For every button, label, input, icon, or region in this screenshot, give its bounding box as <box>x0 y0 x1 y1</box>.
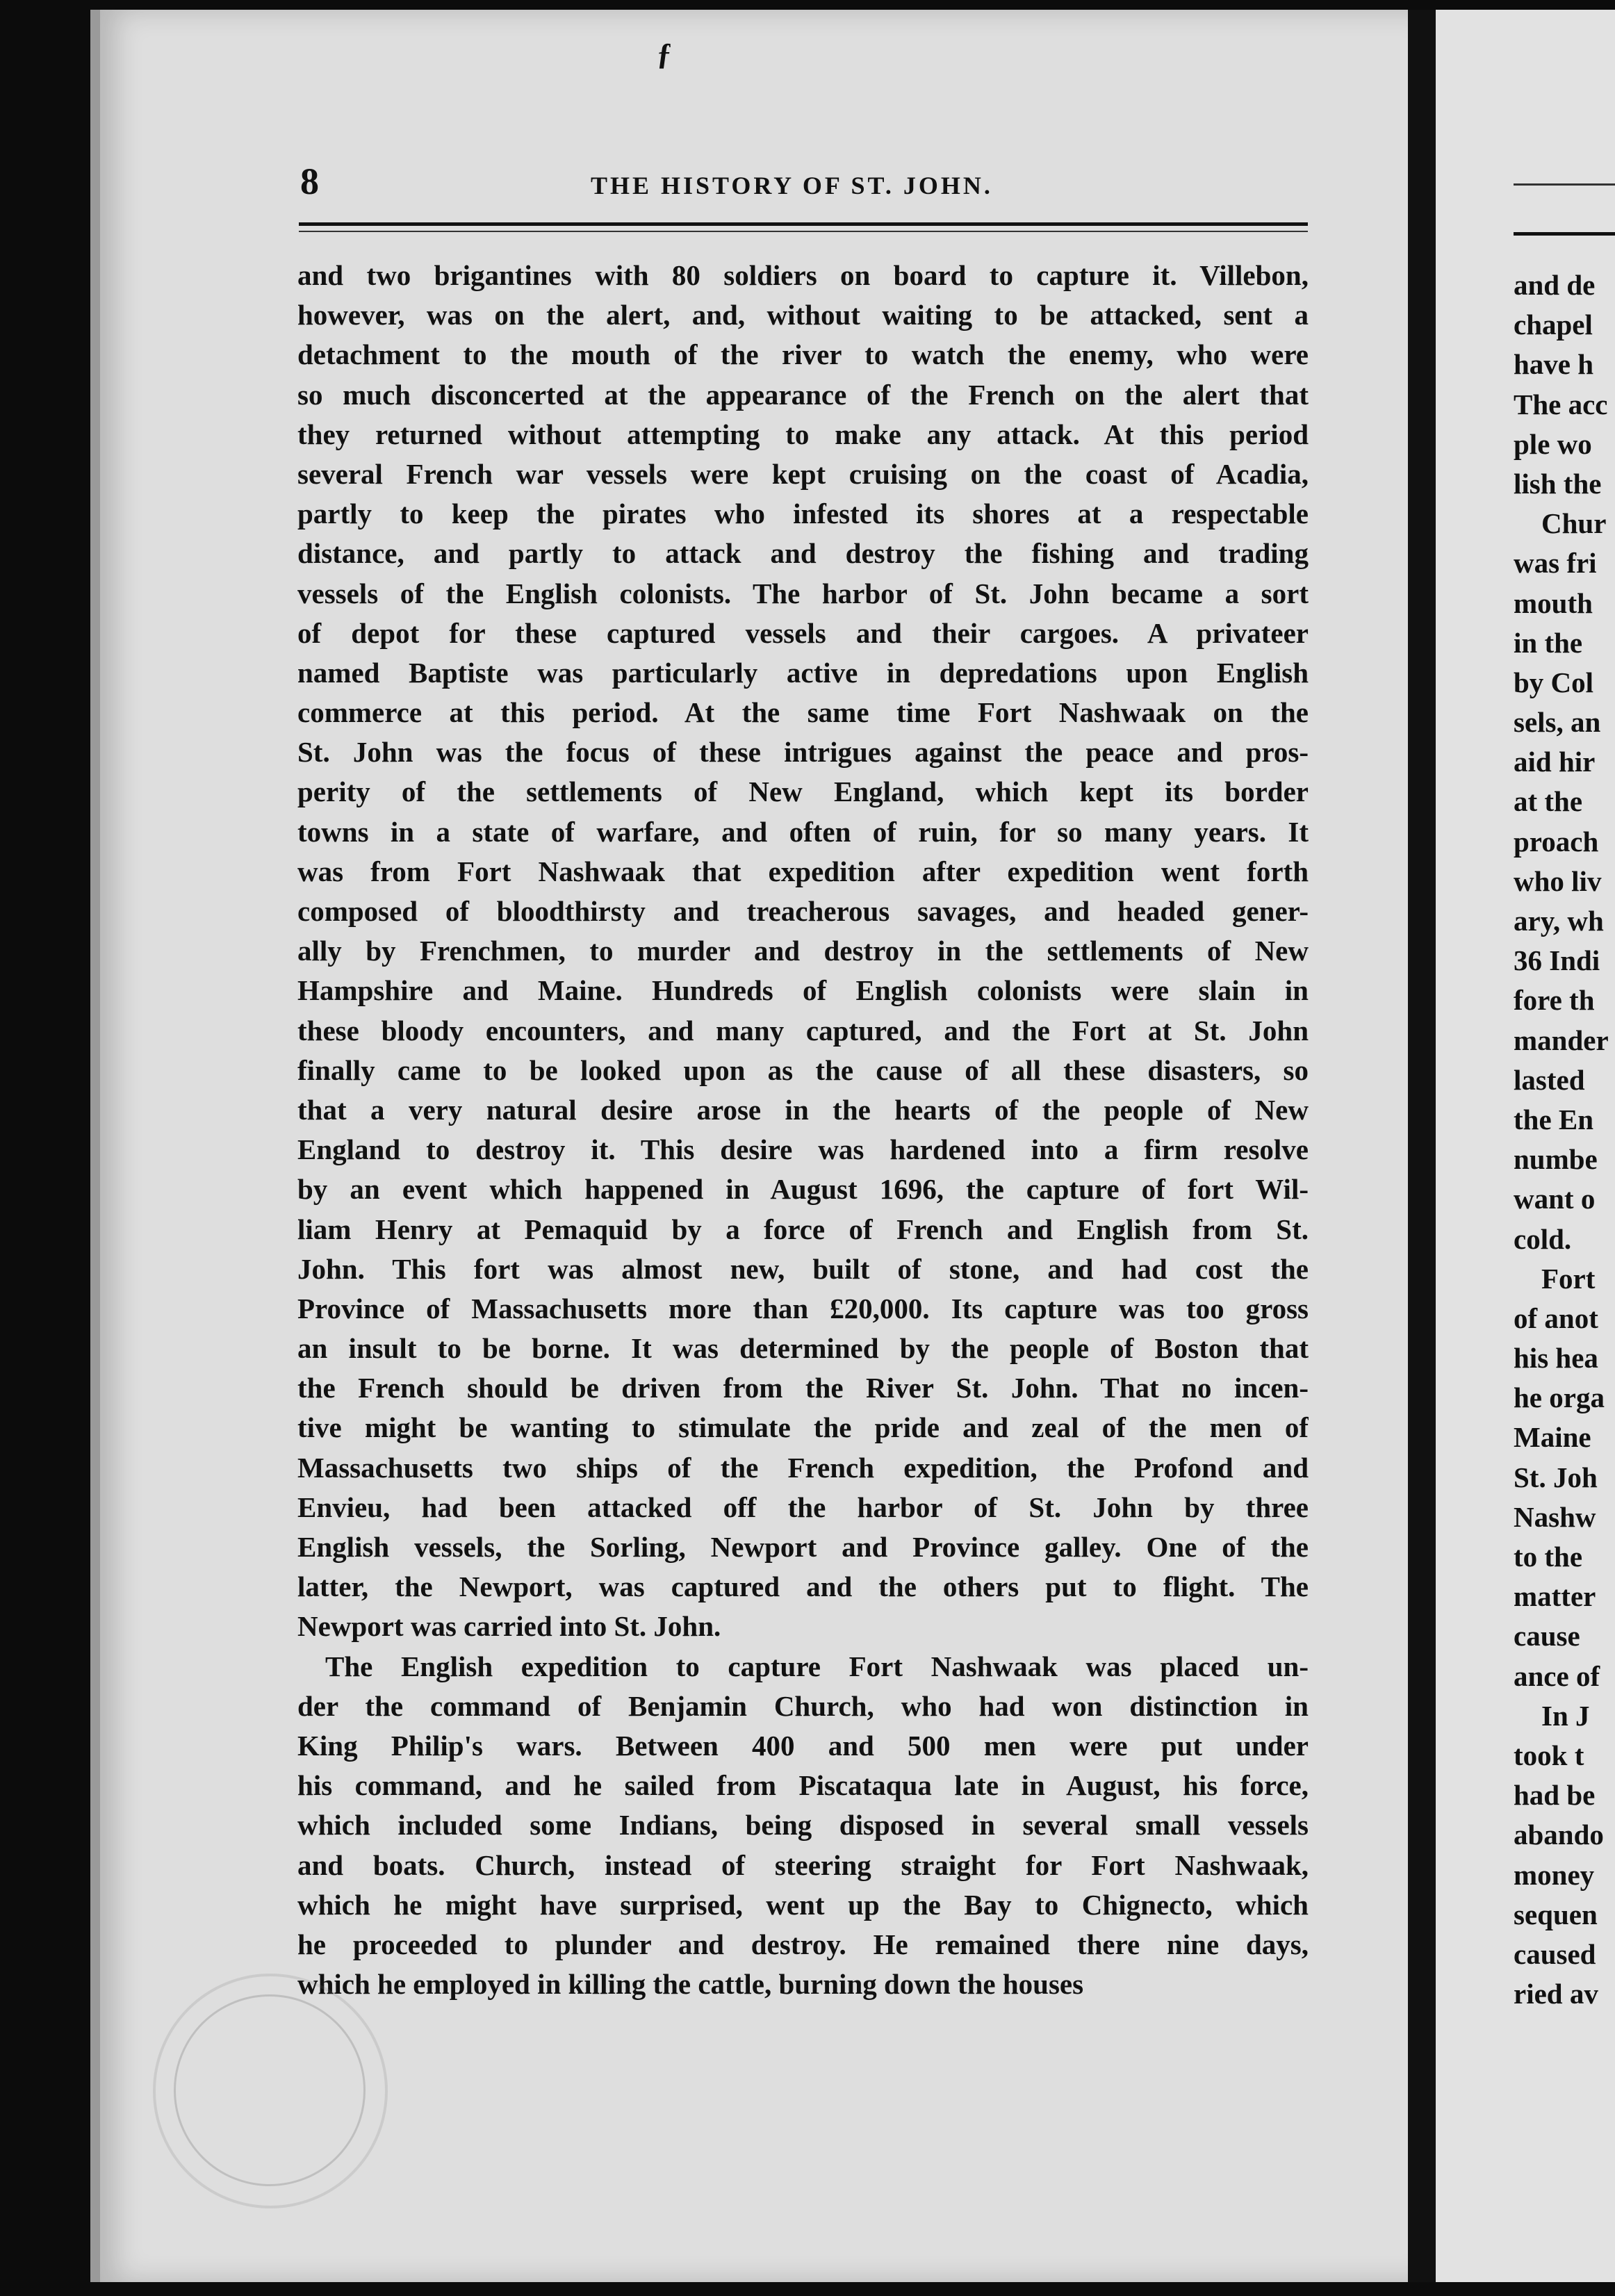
text-line: and two brigantines with 80 soldiers on board to capture it. Villebon, <box>297 259 1309 291</box>
text-line: detachment to the mouth of the river to watch the enemy, who were <box>297 338 1309 371</box>
right-page-line: abando <box>1514 1819 1604 1851</box>
text-line: John. This fort was almost new, built of stone, and had cost the <box>297 1252 1309 1285</box>
text-line: liam Henry at Pemaquid by a force of French and English from St. <box>297 1213 1309 1245</box>
head-rule-thin <box>299 231 1308 232</box>
right-page-line: mander <box>1514 1024 1609 1056</box>
text-line: Province of Massachusetts more than £20,000. Its capture was too gross <box>297 1292 1309 1325</box>
right-page-line: in the <box>1514 626 1583 659</box>
text-line: England to destroy it. This desire was hardened into a firm resolve <box>297 1133 1309 1166</box>
right-page-line: In J <box>1541 1699 1590 1732</box>
text-line: by an event which happened in August 1696, the capture of fort Wil- <box>297 1173 1309 1206</box>
text-line: and boats. Church, instead of steering straight for Fort Nashwaak, <box>297 1848 1309 1881</box>
running-head: THE HISTORY OF ST. JOHN. <box>591 172 993 199</box>
right-page-line: ary, wh <box>1514 905 1604 937</box>
right-page-line: to the <box>1514 1541 1583 1573</box>
text-line: der the command of Benjamin Church, who had won distinction in <box>297 1689 1309 1722</box>
text-line: English vessels, the Sorling, Newport and Province galley. One of the <box>297 1531 1309 1563</box>
text-line: of depot for these captured vessels and their cargoes. A privateer <box>297 616 1309 649</box>
right-page-line: Fort <box>1541 1262 1596 1295</box>
right-page-line: money <box>1514 1858 1595 1891</box>
right-page <box>1436 10 1615 2282</box>
text-line: he proceeded to plunder and destroy. He remained there nine days, <box>297 1928 1309 1960</box>
text-line: they returned without attempting to make any attack. At this period <box>297 418 1309 450</box>
text-line: that a very natural desire arose in the hearts of the people of New <box>297 1093 1309 1126</box>
text-line: towns in a state of warfare, and often of ruin, for so many years. It <box>297 815 1309 848</box>
right-page-line: who liv <box>1514 864 1602 897</box>
right-page-line: he orga <box>1514 1381 1605 1414</box>
text-line: St. John was the focus of these intrigues against the peace and pros- <box>297 736 1309 769</box>
right-page-line: and de <box>1514 269 1596 301</box>
text-line: latter, the Newport, was captured and the others put to flight. The <box>297 1571 1309 1603</box>
text-line: Hampshire and Maine. Hundreds of English colonists were slain in <box>297 974 1309 1007</box>
text-line: which included some Indians, being disposed in several small vessels <box>297 1809 1309 1842</box>
right-head-rule <box>1514 232 1615 236</box>
text-line: Envieu, had been attacked off the harbor of St. John by three <box>297 1491 1309 1523</box>
text-line: which he might have surprised, went up the Bay to Chignecto, which <box>297 1888 1309 1921</box>
right-page-line: ance of <box>1514 1659 1600 1692</box>
text-line: which he employed in killing the cattle, burning down the houses <box>297 1968 1084 2001</box>
text-line: Newport was carried into St. John. <box>297 1610 721 1643</box>
text-line: Massachusetts two ships of the French expedition, the Profond and <box>297 1451 1309 1484</box>
text-line: ally by Frenchmen, to murder and destroy in the settlements of New <box>297 935 1309 967</box>
right-page-line: 36 Indi <box>1514 944 1600 977</box>
right-page-line: took t <box>1514 1739 1584 1771</box>
text-line: named Baptiste was particularly active in depredations upon English <box>297 656 1309 689</box>
right-page-line: have h <box>1514 348 1594 381</box>
text-line: however, was on the alert, and, without waiting to be attacked, sent a <box>297 299 1309 331</box>
right-page-line: matter <box>1514 1580 1596 1613</box>
right-page-line: of anot <box>1514 1302 1598 1334</box>
head-rule <box>299 222 1308 226</box>
text-line: commerce at this period. At the same time Fort Nashwaak on the <box>297 696 1309 729</box>
right-page-line: was fri <box>1514 547 1597 580</box>
text-line: finally came to be looked upon as the cause of all these disasters, so <box>297 1053 1309 1086</box>
text-line: perity of the settlements of New England, which kept its border <box>297 776 1309 808</box>
library-stamp-inner <box>174 1994 366 2186</box>
text-line: composed of bloodthirsty and treacherous savages, and headed gener- <box>297 895 1309 927</box>
right-page-line: caused <box>1514 1937 1596 1970</box>
right-page-line: Nashw <box>1514 1500 1596 1533</box>
text-line: King Philip's wars. Between 400 and 500 men were put under <box>297 1729 1309 1762</box>
right-page-line: sels, an <box>1514 706 1601 739</box>
text-line: The English expedition to capture Fort Nashwaak was placed un- <box>325 1650 1309 1682</box>
text-line: his command, and he sailed from Piscataqua late in August, his force, <box>297 1769 1309 1802</box>
text-line: partly to keep the pirates who infested its shores at a respectable <box>297 498 1309 530</box>
right-page-line: fore th <box>1514 984 1595 1017</box>
right-page-line: mouth <box>1514 587 1593 619</box>
text-line: was from Fort Nashwaak that expedition after expedition went forth <box>297 855 1309 887</box>
right-page-line: had be <box>1514 1779 1596 1812</box>
text-line: distance, and partly to attack and destroy the fishing and trading <box>297 537 1309 570</box>
right-page-line: chapel <box>1514 309 1593 341</box>
right-page-line: Chur <box>1541 507 1607 540</box>
right-page-line: ple wo <box>1514 427 1592 460</box>
body-text <box>297 256 1309 2004</box>
right-page-line: the En <box>1514 1103 1594 1135</box>
right-page-text <box>1514 265 1615 2014</box>
right-page-line: cold. <box>1514 1222 1572 1255</box>
right-page-line: sequen <box>1514 1898 1598 1930</box>
text-line: an insult to be borne. It was determined by the people of Boston that <box>297 1332 1309 1365</box>
right-page-line: by Col <box>1514 666 1594 698</box>
right-page-line: lasted <box>1514 1063 1585 1096</box>
right-page-line: proach <box>1514 825 1599 858</box>
right-head-rule-top <box>1514 183 1615 186</box>
right-page-line: cause <box>1514 1620 1580 1653</box>
right-page-line: numbe <box>1514 1143 1598 1176</box>
right-page-line: want o <box>1514 1183 1596 1215</box>
text-line: several French war vessels were kept cruising on the coast of Acadia, <box>297 457 1309 490</box>
text-line: these bloody encounters, and many captured, and the Fort at St. John <box>297 1014 1309 1047</box>
text-line: tive might be wanting to stimulate the pride and zeal of the men of <box>297 1411 1309 1444</box>
right-page-line: The acc <box>1514 388 1608 420</box>
right-page-line: at the <box>1514 785 1583 818</box>
text-line: vessels of the English colonists. The harbor of St. John became a sort <box>297 577 1309 609</box>
right-page-line: ried av <box>1514 1978 1598 2010</box>
text-line: so much disconcerted at the appearance of the French on the alert that <box>297 378 1309 411</box>
right-page-line: Maine <box>1514 1421 1591 1454</box>
right-page-line: aid hir <box>1514 746 1596 778</box>
page-gutter <box>1408 10 1436 2282</box>
text-line: the French should be driven from the River St. John. That no incen- <box>297 1372 1309 1404</box>
right-page-line: St. Joh <box>1514 1461 1598 1493</box>
right-page-line: his hea <box>1514 1342 1598 1375</box>
page-number: 8 <box>300 161 319 202</box>
right-page-line: lish the <box>1514 467 1602 500</box>
top-ink-mark: ƒ <box>657 37 672 71</box>
